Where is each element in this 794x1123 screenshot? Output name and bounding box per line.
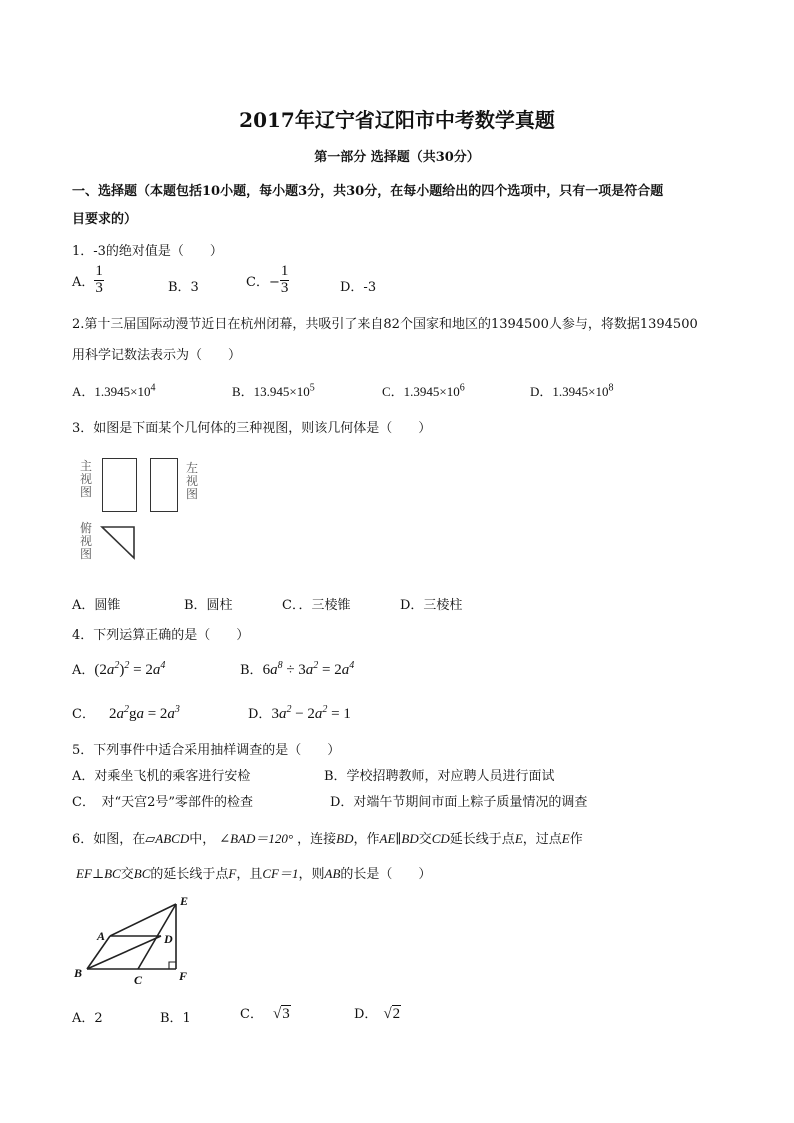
q4-b-expression: $6a^8 \div 3a^2 = 2a^4$ bbox=[262, 660, 355, 678]
q4-a-expression: $(2a^2)^2 = 2a^4$ bbox=[94, 660, 166, 678]
q6-text-13: 的长是（ ） bbox=[340, 867, 432, 882]
q6-segment-ab: AB bbox=[324, 866, 341, 881]
q6-text-12: ，则 bbox=[298, 867, 325, 882]
q2-b-exponent: 5 bbox=[309, 382, 315, 394]
q2-d-text: D．1.3945×10 bbox=[530, 384, 609, 399]
page-title: 2017年辽宁省辽阳市中考数学真题 bbox=[239, 108, 555, 132]
q6-text-3: ，连接 bbox=[297, 832, 337, 847]
q1-option-a bbox=[72, 264, 104, 297]
q6-point-f: F bbox=[228, 866, 237, 881]
q1-a-fraction bbox=[94, 264, 104, 297]
q6-text-1: 6．如图，在 bbox=[72, 832, 146, 847]
q6-c-label: C． bbox=[240, 1007, 263, 1022]
part-title: 第一部分 选择题（共30分） bbox=[314, 150, 480, 165]
q6-text-9: 交 bbox=[120, 867, 134, 882]
q6-geometry-figure bbox=[70, 893, 200, 993]
q4-c-label: C． bbox=[72, 707, 95, 722]
q6-label-e: E bbox=[180, 894, 189, 908]
q3-option-c: C．．三棱锥 bbox=[282, 598, 351, 613]
q6-option-d bbox=[354, 1003, 401, 1023]
q6-point-e: E bbox=[514, 831, 523, 846]
q3-left-view-label: 左视图 bbox=[186, 461, 199, 501]
q4-option-a bbox=[72, 659, 165, 679]
q1-c-label: C．− bbox=[246, 274, 280, 290]
q2-option-d bbox=[530, 381, 613, 400]
q2-stem-line1: 2.第十三届国际动漫节近日在杭州闭幕，共吸引了来自82个国家和地区的1394500人参与，将数据1394500 bbox=[72, 317, 698, 332]
q2-option-c bbox=[382, 381, 465, 400]
q1-option-c bbox=[246, 264, 289, 297]
q3-front-view-rectangle bbox=[102, 458, 137, 512]
q4-option-c bbox=[72, 703, 180, 723]
q3-option-a: A．圆锥 bbox=[72, 598, 121, 613]
q4-c-expression: $2a^2ga = 2a^3$ bbox=[108, 704, 180, 722]
q3-top-view-triangle bbox=[100, 525, 140, 561]
q6-d-radical: √2 bbox=[383, 1006, 401, 1022]
q2-stem-line2: 用科学记数法表示为（ ） bbox=[72, 348, 242, 363]
q3-top-view-label: 俯视图 bbox=[80, 521, 93, 561]
q4-d-label: D． bbox=[248, 707, 272, 722]
q1-c-denominator: 3 bbox=[280, 279, 289, 296]
q3-option-b: B．圆柱 bbox=[184, 598, 233, 613]
q6-angle: ∠BAD＝120° bbox=[219, 831, 294, 846]
q6-segment-bc: BC bbox=[133, 866, 151, 881]
q6-point-e-2: E bbox=[561, 831, 570, 846]
q6-label-c: C bbox=[134, 973, 143, 987]
q2-c-text: C．1.3945×10 bbox=[382, 384, 460, 399]
q4-option-d bbox=[248, 703, 351, 723]
q3-stem: 3．如图是下面某个几何体的三种视图，则该几何体是（ ） bbox=[72, 421, 432, 436]
q1-c-numerator: 1 bbox=[280, 263, 289, 279]
q4-option-b bbox=[240, 659, 354, 679]
q6-option-b: B．1 bbox=[160, 1011, 191, 1026]
q6-stem-line2 bbox=[76, 863, 431, 882]
q6-option-a: A．2 bbox=[72, 1011, 103, 1026]
q6-d-radicand: 2 bbox=[392, 1006, 401, 1022]
q5-option-d: D．对端午节期间市面上粽子质量情况的调查 bbox=[330, 795, 588, 810]
q1-a-label: A． bbox=[72, 274, 95, 290]
q6-parallel-condition: AE∥BD bbox=[379, 831, 419, 846]
q2-c-exponent: 6 bbox=[459, 382, 465, 394]
section-instruction-line1: 一、选择题（本题包括10小题，每小题3分，共30分，在每小题给出的四个选项中，只有一项是符合题 bbox=[72, 184, 664, 199]
q6-right-angle-mark bbox=[169, 962, 176, 969]
q6-length-cf: CF＝1 bbox=[262, 866, 299, 881]
q4-a-label: A． bbox=[72, 663, 95, 678]
q2-a-exponent: 4 bbox=[150, 382, 156, 394]
q6-text-6: 延长线于点 bbox=[449, 832, 515, 847]
q5-option-b: B．学校招聘教师，对应聘人员进行面试 bbox=[324, 769, 555, 784]
q6-c-radicand: 3 bbox=[282, 1006, 290, 1022]
q3-front-view-label: 主视图 bbox=[80, 459, 93, 499]
q6-text-8: 作 bbox=[569, 832, 583, 847]
q2-b-text: B．13.945×10 bbox=[232, 384, 310, 399]
q2-option-a bbox=[72, 381, 155, 400]
q2-option-b bbox=[232, 381, 315, 400]
q5-option-a: A．对乘坐飞机的乘客进行安检 bbox=[72, 769, 251, 784]
q6-text-2: 中， bbox=[189, 832, 216, 847]
q6-option-c bbox=[240, 1003, 291, 1023]
q1-option-b: B．3 bbox=[168, 280, 199, 295]
q6-text-11: ，且 bbox=[236, 867, 263, 882]
q6-d-label: D． bbox=[354, 1007, 378, 1022]
q2-a-text: A．1.3945×10 bbox=[72, 384, 151, 399]
q1-a-numerator: 1 bbox=[95, 263, 103, 279]
q5-stem: 5．下列事件中适合采用抽样调查的是（ ） bbox=[72, 743, 341, 758]
q1-stem: 1．-3的绝对值是（ ） bbox=[72, 244, 223, 259]
q6-label-f: F bbox=[179, 969, 188, 983]
q6-text-7: ，过点 bbox=[522, 832, 562, 847]
q6-perpendicular-condition: EF⊥BC bbox=[76, 866, 121, 881]
q6-segment-bd: BD bbox=[336, 831, 354, 846]
q6-stem-line1 bbox=[72, 828, 583, 847]
q5-option-c: C． 对“天宫2号”零部件的检查 bbox=[72, 795, 254, 810]
q4-d-expression: $3a^2 - 2a^2 = 1$ bbox=[271, 704, 351, 722]
q1-c-fraction bbox=[280, 264, 290, 297]
q6-segment-cd: CD bbox=[431, 831, 450, 846]
q6-label-d: D bbox=[164, 932, 173, 946]
q6-label-b: B bbox=[74, 966, 83, 980]
q3-left-view-rectangle bbox=[150, 458, 178, 512]
q6-text-10: 的延长线于点 bbox=[150, 867, 229, 882]
q1-option-d: D．-3 bbox=[340, 280, 377, 295]
q3-option-d: D．三棱柱 bbox=[400, 598, 463, 613]
q6-label-a: A bbox=[97, 929, 106, 943]
q6-c-radical: √3 bbox=[272, 1006, 290, 1022]
q6-parallelogram-name: ▱ABCD bbox=[145, 831, 190, 846]
q6-text-5: 交 bbox=[418, 832, 432, 847]
q6-text-4: ，作 bbox=[353, 832, 380, 847]
q4-b-label: B． bbox=[240, 663, 263, 678]
q1-a-denominator: 3 bbox=[95, 279, 103, 296]
q2-d-exponent: 8 bbox=[608, 382, 614, 394]
section-instruction-line2: 目要求的） bbox=[72, 212, 138, 227]
q4-stem: 4．下列运算正确的是（ ） bbox=[72, 628, 250, 643]
